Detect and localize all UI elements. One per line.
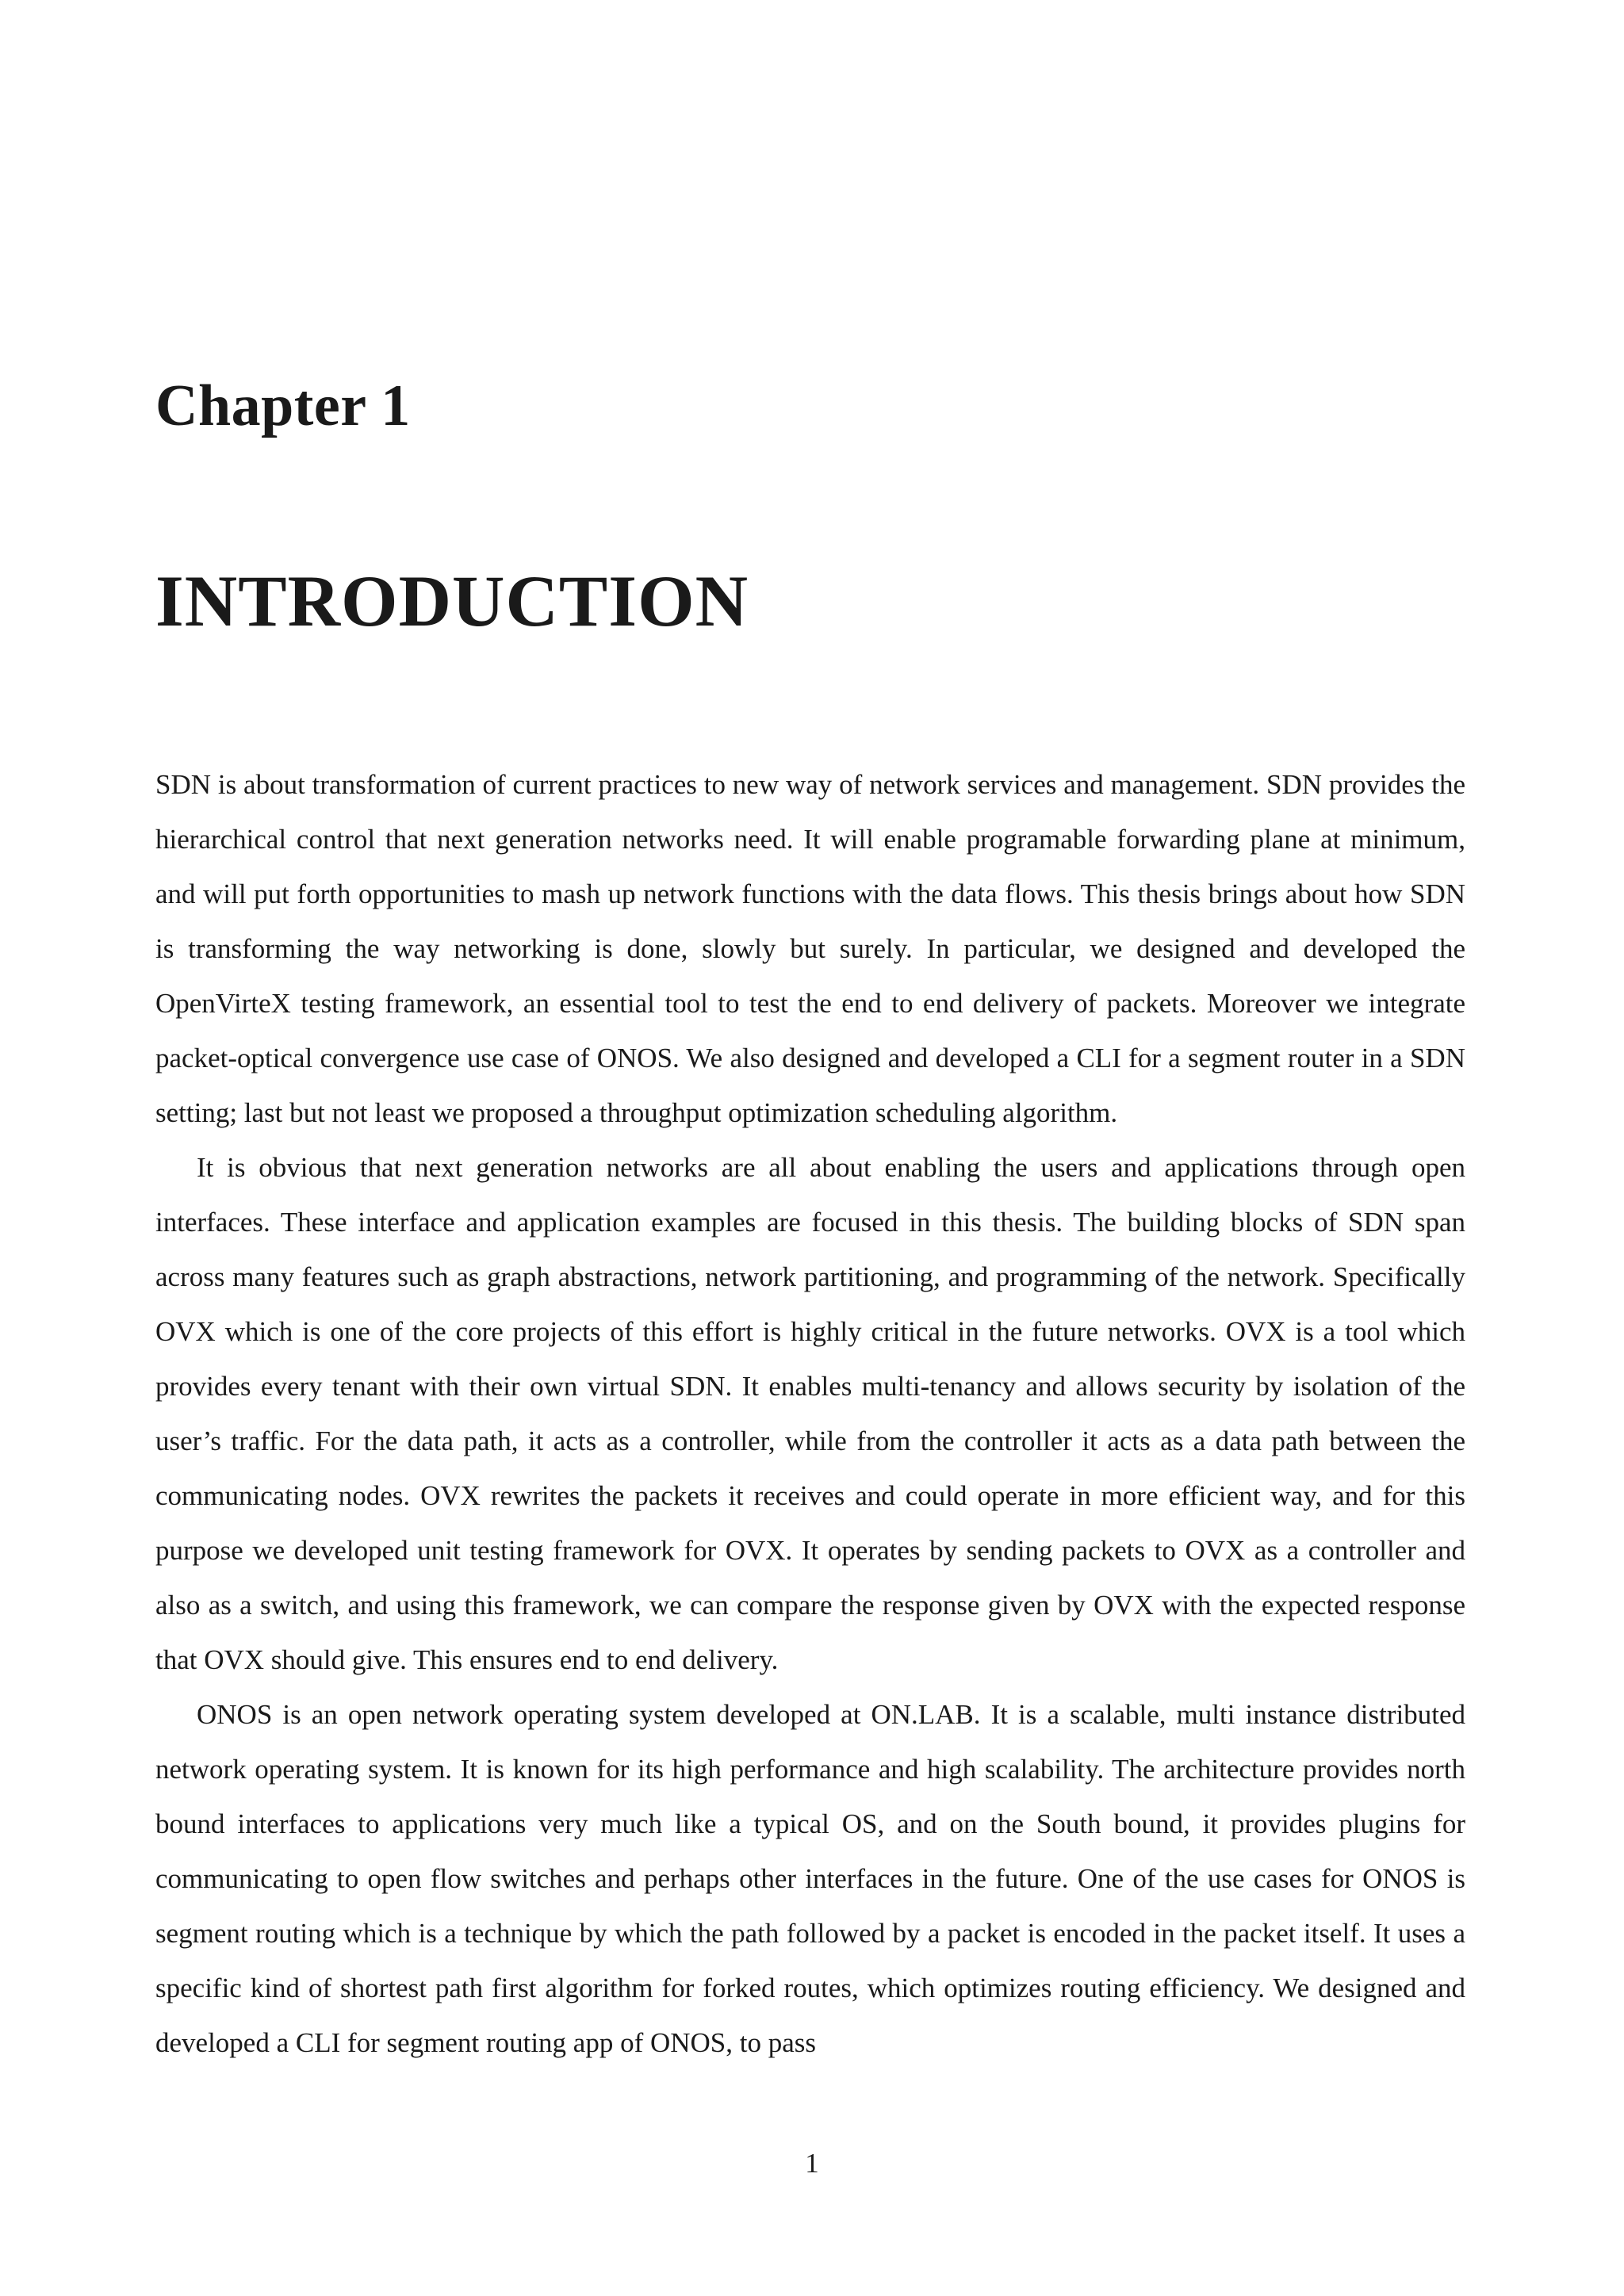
chapter-label: Chapter 1 xyxy=(155,373,411,438)
paragraph-3: ONOS is an open network operating system developed at ON.LAB. It is a scalable, multi instance distributed network operating system. It is known for its high performance and high scalability. The architecture provides north bound interfaces to applications very much like a typical OS, and on the South bound, it provides plugins for communicating to open flow switches and perhaps other interfaces in the future. One of the use cases for ONOS is segment routing which is a technique by which the path followed by a packet is encoded in the packet itself. It uses a specific kind of shortest path first algorithm for forked routes, which optimizes routing efficiency. We designed and developed a CLI for segment routing app of ONOS, to pass xyxy=(155,1699,1465,2058)
page-number: 1 xyxy=(805,2148,819,2179)
chapter-title: INTRODUCTION xyxy=(155,561,749,641)
chapter-body xyxy=(155,757,1465,2070)
paragraph-1: SDN is about transformation of current practices to new way of network services and management. SDN provides the hierarchical control that next generation networks need. It will enable programable forwarding plane at minimum, and will put forth opportunities to mash up network functions with the data flows. This thesis brings about how SDN is transforming the way networking is done, slowly but surely. In particular, we designed and developed the OpenVirteX testing framework, an essential tool to test the end to end delivery of packets. Moreover we integrate packet-optical convergence use case of ONOS. We also designed and developed a CLI for a segment router in a SDN setting; last but not least we proposed a throughput optimization scheduling algorithm. xyxy=(155,769,1465,1128)
paragraph-2: It is obvious that next generation networks are all about enabling the users and applications through open interfaces. These interface and application examples are focused in this thesis. The building blocks of SDN span across many features such as graph abstractions, network partitioning, and programming of the network. Specifically OVX which is one of the core projects of this effort is highly critical in the future networks. OVX is a tool which provides every tenant with their own virtual SDN. It enables multi-tenancy and allows security by isolation of the user’s traffic. For the data path, it acts as a controller, while from the controller it acts as a data path between the communicating nodes. OVX rewrites the packets it receives and could operate in more efficient way, and for this purpose we developed unit testing framework for OVX. It operates by sending packets to OVX as a controller and also as a switch, and using this framework, we can compare the response given by OVX with the expected response that OVX should give. This ensures end to end delivery. xyxy=(155,1152,1465,1675)
